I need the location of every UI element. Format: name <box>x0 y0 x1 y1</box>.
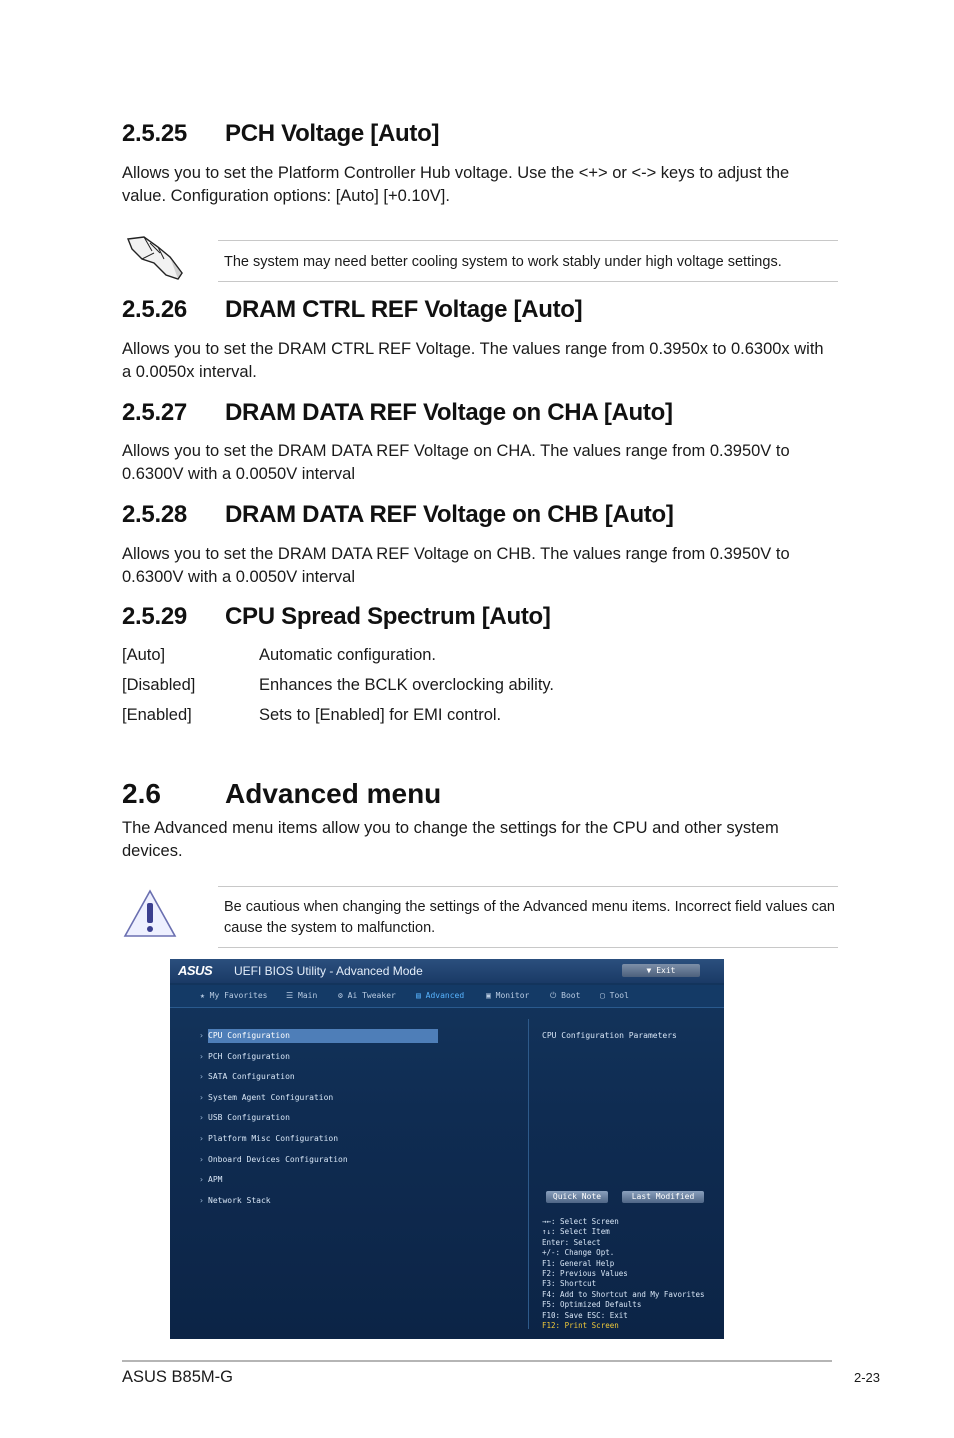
bios-menu-item-onboard-devices-configuration[interactable] <box>196 1153 438 1174</box>
body-2-5-25: Allows you to set the Platform Controller Hub voltage. Use the <+> or <-> keys to adjust the value. Configuration options: [Auto] [+0.10V]. <box>122 164 790 205</box>
bios-tab-bar <box>170 985 724 1008</box>
help-line: F12: Print Screen <box>542 1321 619 1331</box>
section-number: 2.5.27 <box>122 399 187 426</box>
help-line: F10: Save ESC: Exit <box>542 1310 628 1320</box>
exit-button[interactable]: ▼ Exit <box>622 964 700 977</box>
advanced-icon: ▤ <box>416 991 421 1000</box>
tab-label: Advanced <box>425 991 465 1000</box>
tab-boot[interactable] <box>550 985 580 1007</box>
help-line: F2: Previous Values <box>542 1269 628 1279</box>
section-title: PCH Voltage [Auto] <box>225 120 440 147</box>
tool-icon: ▢ <box>600 991 605 1000</box>
tab-monitor[interactable] <box>486 985 529 1007</box>
section-number: 2.5.29 <box>122 603 187 630</box>
bios-menu-list <box>196 1029 438 1214</box>
menu-item-label: Network Stack <box>208 1195 271 1205</box>
bios-help-title: CPU Configuration Parameters <box>542 1031 677 1040</box>
body-2-5-28: Allows you to set the DRAM DATA REF Voltage on CHB. The values range from 0.3950V to 0.6300V with a 0.0050V interval <box>122 545 790 586</box>
bios-menu-item-cpu-configuration[interactable] <box>196 1029 438 1050</box>
tab-label: My Favorites <box>209 991 268 1000</box>
tab-ai-tweaker[interactable] <box>338 985 396 1007</box>
menu-item-label: PCH Configuration <box>208 1051 290 1061</box>
help-line: F4: Add to Shortcut and My Favorites <box>542 1289 705 1299</box>
option-row-auto <box>122 646 436 665</box>
list-icon: ☰ <box>286 991 294 1000</box>
footer-divider <box>122 1360 832 1362</box>
menu-item-label: USB Configuration <box>208 1113 290 1123</box>
tab-label: Monitor <box>495 991 530 1000</box>
option-row-enabled <box>122 706 501 725</box>
section-number: 2.6 <box>122 778 161 809</box>
option-desc: Automatic configuration. <box>259 646 437 664</box>
option-key: [Disabled] <box>122 676 196 694</box>
heading-2-5-27 <box>122 399 673 427</box>
menu-item-label: CPU Configuration <box>208 1029 438 1043</box>
tab-my-favorites[interactable] <box>200 985 267 1007</box>
heading-2-6 <box>122 778 441 810</box>
option-desc: Enhances the BCLK overclocking ability. <box>259 676 555 694</box>
bios-menu-item-network-stack[interactable] <box>196 1194 438 1215</box>
heading-2-5-26 <box>122 296 582 324</box>
menu-item-label: System Agent Configuration <box>208 1092 334 1102</box>
menu-item-label: Onboard Devices Configuration <box>208 1154 348 1164</box>
hand-note-icon <box>124 233 186 283</box>
heading-2-5-28 <box>122 501 674 529</box>
heading-2-5-25 <box>122 120 439 148</box>
tab-label: Tool <box>609 991 629 1000</box>
tab-main[interactable] <box>286 985 317 1007</box>
note-text: The system may need better cooling system to work stably under high voltage settings. <box>224 254 782 270</box>
option-key: [Auto] <box>122 646 166 664</box>
section-title: CPU Spread Spectrum [Auto] <box>225 603 551 630</box>
star-icon: ★ <box>200 991 205 1000</box>
body-2-5-26: Allows you to set the DRAM CTRL REF Voltage. The values range from 0.3950x to 0.6300x with a 0.0050x interval. <box>122 340 824 381</box>
menu-item-label: APM <box>208 1175 223 1185</box>
monitor-icon: ▣ <box>486 991 491 1000</box>
option-row-disabled <box>122 676 554 695</box>
section-title: DRAM DATA REF Voltage on CHA [Auto] <box>225 399 673 426</box>
exit-label: Exit <box>656 966 676 975</box>
bios-menu-item-apm[interactable] <box>196 1173 438 1194</box>
note-box-caution <box>218 886 838 948</box>
menu-item-label: Platform Misc Configuration <box>208 1133 339 1143</box>
section-number: 2.5.26 <box>122 296 187 323</box>
bios-menu-item-sata-configuration[interactable] <box>196 1070 438 1091</box>
bios-menu-item-platform-misc-configuration[interactable] <box>196 1132 438 1153</box>
help-line: Enter: Select <box>542 1237 601 1247</box>
bios-menu-item-system-agent-configuration[interactable] <box>196 1091 438 1112</box>
quick-note-button[interactable]: Quick Note <box>546 1191 608 1203</box>
footer-product: ASUS B85M-G <box>122 1368 233 1386</box>
bios-panel-divider <box>528 1019 529 1329</box>
help-line: F5: Optimized Defaults <box>542 1300 642 1310</box>
bios-menu-item-pch-configuration[interactable] <box>196 1050 438 1071</box>
tab-tool[interactable] <box>600 985 629 1007</box>
section-title: Advanced menu <box>225 778 442 809</box>
bios-heading: UEFI BIOS Utility - Advanced Mode <box>234 964 423 978</box>
help-line: F3: Shortcut <box>542 1279 597 1289</box>
body-2-6: The Advanced menu items allow you to change the settings for the CPU and other system devices. <box>122 819 779 860</box>
power-icon: ⏻ <box>550 991 557 1000</box>
section-number: 2.5.25 <box>122 120 187 147</box>
footer-page-number: 2-23 <box>854 1370 881 1385</box>
bios-screenshot <box>170 959 724 1339</box>
asus-logo: ASUS <box>178 963 213 978</box>
tweaker-icon: ⚙ <box>338 991 343 1000</box>
last-modified-button[interactable]: Last Modified <box>622 1191 704 1203</box>
menu-item-label: SATA Configuration <box>208 1072 295 1082</box>
body-2-5-27: Allows you to set the DRAM DATA REF Voltage on CHA. The values range from 0.3950V to 0.6300V with a 0.0050V interval <box>122 442 790 483</box>
bios-title-bar <box>170 959 724 983</box>
bios-menu-item-usb-configuration[interactable] <box>196 1111 438 1132</box>
heading-2-5-29 <box>122 603 551 631</box>
note-box-cooling <box>218 240 838 282</box>
warning-icon <box>122 888 178 940</box>
tab-advanced[interactable] <box>416 985 464 1007</box>
option-key: [Enabled] <box>122 706 192 724</box>
help-line: F1: General Help <box>542 1258 615 1268</box>
option-desc: Sets to [Enabled] for EMI control. <box>259 706 502 724</box>
section-title: DRAM DATA REF Voltage on CHB [Auto] <box>225 501 674 528</box>
tab-label: Ai Tweaker <box>347 991 396 1000</box>
section-number: 2.5.28 <box>122 501 187 528</box>
tab-label: Boot <box>561 991 581 1000</box>
help-line: +/-: Change Opt. <box>542 1248 615 1258</box>
help-line: →←: Select Screen <box>542 1217 619 1226</box>
bios-key-help <box>542 1217 705 1331</box>
note-text: Be cautious when changing the settings of the Advanced menu items. Incorrect field values can cause the system to malfunction. <box>224 899 835 936</box>
tab-label: Main <box>298 991 318 1000</box>
section-title: DRAM CTRL REF Voltage [Auto] <box>225 296 583 323</box>
help-line: ↑↓: Select Item <box>542 1227 610 1237</box>
